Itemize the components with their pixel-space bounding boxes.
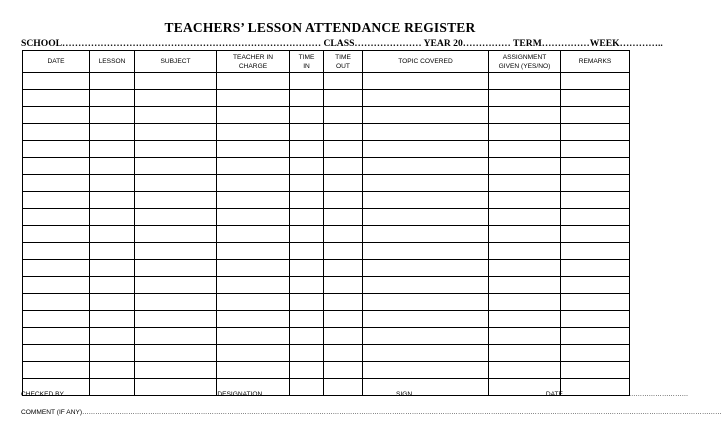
cell-teacher-in-charge[interactable] xyxy=(217,90,290,107)
table-row xyxy=(23,158,630,175)
cell-topic-covered[interactable] xyxy=(363,73,489,90)
table-row xyxy=(23,226,630,243)
cell-time-out[interactable] xyxy=(324,345,363,362)
cell-time-in[interactable] xyxy=(290,107,324,124)
cell-topic-covered[interactable] xyxy=(363,226,489,243)
cell-teacher-in-charge[interactable] xyxy=(217,362,290,379)
cell-time-out[interactable] xyxy=(324,260,363,277)
cell-lesson[interactable] xyxy=(90,209,135,226)
cell-lesson[interactable] xyxy=(90,192,135,209)
cell-lesson[interactable] xyxy=(90,277,135,294)
cell-lesson[interactable] xyxy=(90,73,135,90)
cell-time-in[interactable] xyxy=(290,90,324,107)
cell-assignment-given[interactable] xyxy=(489,328,561,345)
cell-remarks[interactable] xyxy=(561,90,630,107)
cell-subject[interactable] xyxy=(135,260,217,277)
cell-topic-covered[interactable] xyxy=(363,311,489,328)
cell-time-out[interactable] xyxy=(324,243,363,260)
cell-topic-covered[interactable] xyxy=(363,107,489,124)
cell-remarks[interactable] xyxy=(561,158,630,175)
cell-time-out[interactable] xyxy=(324,90,363,107)
cell-teacher-in-charge[interactable] xyxy=(217,192,290,209)
cell-time-out[interactable] xyxy=(324,328,363,345)
column-header-topic-covered: TOPIC COVERED xyxy=(363,51,489,73)
cell-time-in[interactable] xyxy=(290,141,324,158)
checked-by-designation-sign-date-line: CHECKED BY…………………………………………………………… DESIGNATION…………………………………………………… SIGN…………………………………………………… DATE………………………………………………… xyxy=(21,391,689,398)
cell-teacher-in-charge[interactable] xyxy=(217,328,290,345)
cell-time-in[interactable] xyxy=(290,328,324,345)
cell-time-in[interactable] xyxy=(290,311,324,328)
cell-teacher-in-charge[interactable] xyxy=(217,73,290,90)
cell-time-out[interactable] xyxy=(324,362,363,379)
cell-remarks[interactable] xyxy=(561,73,630,90)
cell-teacher-in-charge[interactable] xyxy=(217,345,290,362)
cell-assignment-given[interactable] xyxy=(489,260,561,277)
cell-time-out[interactable] xyxy=(324,124,363,141)
cell-teacher-in-charge[interactable] xyxy=(217,158,290,175)
cell-remarks[interactable] xyxy=(561,260,630,277)
column-header-time-out: TIME OUT xyxy=(324,51,363,73)
cell-date[interactable] xyxy=(23,209,90,226)
table-row xyxy=(23,345,630,362)
cell-remarks[interactable] xyxy=(561,294,630,311)
cell-remarks[interactable] xyxy=(561,311,630,328)
cell-assignment-given[interactable] xyxy=(489,294,561,311)
cell-lesson[interactable] xyxy=(90,141,135,158)
school-class-year-term-week-line: SCHOOL……………………………………………………………………… CLASS………………… YEAR 20…………… TERM……………WEEK………….. xyxy=(21,38,663,49)
table-row xyxy=(23,141,630,158)
cell-teacher-in-charge[interactable] xyxy=(217,243,290,260)
cell-teacher-in-charge[interactable] xyxy=(217,226,290,243)
cell-date[interactable] xyxy=(23,141,90,158)
cell-assignment-given[interactable] xyxy=(489,345,561,362)
cell-assignment-given[interactable] xyxy=(489,158,561,175)
table-row xyxy=(23,175,630,192)
table-row xyxy=(23,243,630,260)
cell-remarks[interactable] xyxy=(561,192,630,209)
cell-time-out[interactable] xyxy=(324,209,363,226)
cell-time-in[interactable] xyxy=(290,362,324,379)
column-header-teacher-in-charge: TEACHER IN CHARGE xyxy=(217,51,290,73)
cell-subject[interactable] xyxy=(135,141,217,158)
cell-assignment-given[interactable] xyxy=(489,192,561,209)
cell-time-in[interactable] xyxy=(290,158,324,175)
cell-remarks[interactable] xyxy=(561,243,630,260)
cell-date[interactable] xyxy=(23,158,90,175)
cell-assignment-given[interactable] xyxy=(489,226,561,243)
register-title: TEACHERS’ LESSON ATTENDANCE REGISTER xyxy=(164,20,476,35)
cell-teacher-in-charge[interactable] xyxy=(217,294,290,311)
cell-topic-covered[interactable] xyxy=(363,260,489,277)
cell-date[interactable] xyxy=(23,328,90,345)
cell-remarks[interactable] xyxy=(561,124,630,141)
cell-time-out[interactable] xyxy=(324,277,363,294)
table-row xyxy=(23,192,630,209)
cell-date[interactable] xyxy=(23,175,90,192)
cell-subject[interactable] xyxy=(135,294,217,311)
table-row xyxy=(23,294,630,311)
cell-topic-covered[interactable] xyxy=(363,294,489,311)
cell-assignment-given[interactable] xyxy=(489,311,561,328)
cell-subject[interactable] xyxy=(135,158,217,175)
cell-topic-covered[interactable] xyxy=(363,158,489,175)
cell-lesson[interactable] xyxy=(90,311,135,328)
cell-topic-covered[interactable] xyxy=(363,243,489,260)
cell-date[interactable] xyxy=(23,345,90,362)
cell-time-out[interactable] xyxy=(324,73,363,90)
cell-time-out[interactable] xyxy=(324,192,363,209)
cell-date[interactable] xyxy=(23,124,90,141)
cell-subject[interactable] xyxy=(135,192,217,209)
cell-remarks[interactable] xyxy=(561,107,630,124)
cell-subject[interactable] xyxy=(135,345,217,362)
cell-assignment-given[interactable] xyxy=(489,141,561,158)
cell-lesson[interactable] xyxy=(90,243,135,260)
table-row xyxy=(23,90,630,107)
cell-time-out[interactable] xyxy=(324,141,363,158)
cell-subject[interactable] xyxy=(135,243,217,260)
cell-topic-covered[interactable] xyxy=(363,345,489,362)
table-row xyxy=(23,311,630,328)
cell-assignment-given[interactable] xyxy=(489,277,561,294)
cell-subject[interactable] xyxy=(135,90,217,107)
cell-assignment-given[interactable] xyxy=(489,209,561,226)
column-header-remarks: REMARKS xyxy=(561,51,630,73)
table-row xyxy=(23,124,630,141)
cell-time-out[interactable] xyxy=(324,294,363,311)
cell-date[interactable] xyxy=(23,311,90,328)
cell-topic-covered[interactable] xyxy=(363,328,489,345)
table-row xyxy=(23,260,630,277)
cell-remarks[interactable] xyxy=(561,277,630,294)
cell-assignment-given[interactable] xyxy=(489,362,561,379)
cell-assignment-given[interactable] xyxy=(489,124,561,141)
cell-time-in[interactable] xyxy=(290,277,324,294)
comment-line: COMMENT (IF ANY)………………………………………………………………………………………………………………………………………………………………………………………………………………………………………………………………… xyxy=(21,409,722,416)
cell-lesson[interactable] xyxy=(90,294,135,311)
cell-teacher-in-charge[interactable] xyxy=(217,209,290,226)
cell-subject[interactable] xyxy=(135,209,217,226)
cell-date[interactable] xyxy=(23,277,90,294)
cell-lesson[interactable] xyxy=(90,260,135,277)
cell-subject[interactable] xyxy=(135,362,217,379)
cell-time-in[interactable] xyxy=(290,192,324,209)
cell-remarks[interactable] xyxy=(561,328,630,345)
table-row xyxy=(23,209,630,226)
cell-time-out[interactable] xyxy=(324,226,363,243)
column-header-time-in: TIME IN xyxy=(290,51,324,73)
cell-remarks[interactable] xyxy=(561,209,630,226)
cell-date[interactable] xyxy=(23,192,90,209)
cell-remarks[interactable] xyxy=(561,226,630,243)
cell-time-out[interactable] xyxy=(324,158,363,175)
cell-time-in[interactable] xyxy=(290,260,324,277)
cell-remarks[interactable] xyxy=(561,362,630,379)
cell-time-in[interactable] xyxy=(290,345,324,362)
cell-topic-covered[interactable] xyxy=(363,90,489,107)
cell-lesson[interactable] xyxy=(90,90,135,107)
cell-lesson[interactable] xyxy=(90,362,135,379)
cell-time-in[interactable] xyxy=(290,73,324,90)
cell-topic-covered[interactable] xyxy=(363,209,489,226)
cell-assignment-given[interactable] xyxy=(489,243,561,260)
cell-lesson[interactable] xyxy=(90,345,135,362)
cell-date[interactable] xyxy=(23,90,90,107)
cell-lesson[interactable] xyxy=(90,124,135,141)
table-row xyxy=(23,328,630,345)
cell-date[interactable] xyxy=(23,362,90,379)
cell-date[interactable] xyxy=(23,73,90,90)
cell-subject[interactable] xyxy=(135,107,217,124)
cell-date[interactable] xyxy=(23,243,90,260)
cell-time-out[interactable] xyxy=(324,311,363,328)
cell-remarks[interactable] xyxy=(561,175,630,192)
cell-topic-covered[interactable] xyxy=(363,124,489,141)
cell-time-in[interactable] xyxy=(290,124,324,141)
cell-time-out[interactable] xyxy=(324,175,363,192)
cell-teacher-in-charge[interactable] xyxy=(217,277,290,294)
cell-lesson[interactable] xyxy=(90,158,135,175)
cell-lesson[interactable] xyxy=(90,328,135,345)
cell-teacher-in-charge[interactable] xyxy=(217,260,290,277)
cell-topic-covered[interactable] xyxy=(363,362,489,379)
cell-assignment-given[interactable] xyxy=(489,107,561,124)
cell-topic-covered[interactable] xyxy=(363,175,489,192)
cell-teacher-in-charge[interactable] xyxy=(217,124,290,141)
cell-subject[interactable] xyxy=(135,311,217,328)
cell-subject[interactable] xyxy=(135,226,217,243)
cell-date[interactable] xyxy=(23,107,90,124)
cell-time-out[interactable] xyxy=(324,107,363,124)
cell-teacher-in-charge[interactable] xyxy=(217,311,290,328)
cell-time-in[interactable] xyxy=(290,294,324,311)
column-header-date: DATE xyxy=(23,51,90,73)
cell-remarks[interactable] xyxy=(561,141,630,158)
cell-remarks[interactable] xyxy=(561,345,630,362)
cell-time-in[interactable] xyxy=(290,175,324,192)
cell-subject[interactable] xyxy=(135,277,217,294)
table-row xyxy=(23,107,630,124)
cell-teacher-in-charge[interactable] xyxy=(217,141,290,158)
table-row xyxy=(23,277,630,294)
cell-assignment-given[interactable] xyxy=(489,175,561,192)
cell-time-in[interactable] xyxy=(290,243,324,260)
column-header-lesson: LESSON xyxy=(90,51,135,73)
column-header-subject: SUBJECT xyxy=(135,51,217,73)
cell-time-in[interactable] xyxy=(290,209,324,226)
cell-lesson[interactable] xyxy=(90,226,135,243)
cell-lesson[interactable] xyxy=(90,175,135,192)
cell-date[interactable] xyxy=(23,260,90,277)
table-row xyxy=(23,73,630,90)
cell-topic-covered[interactable] xyxy=(363,192,489,209)
cell-subject[interactable] xyxy=(135,73,217,90)
cell-subject[interactable] xyxy=(135,328,217,345)
cell-teacher-in-charge[interactable] xyxy=(217,107,290,124)
cell-subject[interactable] xyxy=(135,175,217,192)
cell-teacher-in-charge[interactable] xyxy=(217,175,290,192)
cell-assignment-given[interactable] xyxy=(489,73,561,90)
cell-date[interactable] xyxy=(23,294,90,311)
cell-topic-covered[interactable] xyxy=(363,141,489,158)
cell-date[interactable] xyxy=(23,226,90,243)
cell-time-in[interactable] xyxy=(290,226,324,243)
table-row xyxy=(23,362,630,379)
cell-subject[interactable] xyxy=(135,124,217,141)
cell-assignment-given[interactable] xyxy=(489,90,561,107)
attendance-register-table xyxy=(21,50,689,398)
column-header-assignment-given: ASSIGNMENT GIVEN (YES/NO) xyxy=(489,51,561,73)
table-header-row xyxy=(23,51,630,73)
cell-topic-covered[interactable] xyxy=(363,277,489,294)
cell-lesson[interactable] xyxy=(90,107,135,124)
